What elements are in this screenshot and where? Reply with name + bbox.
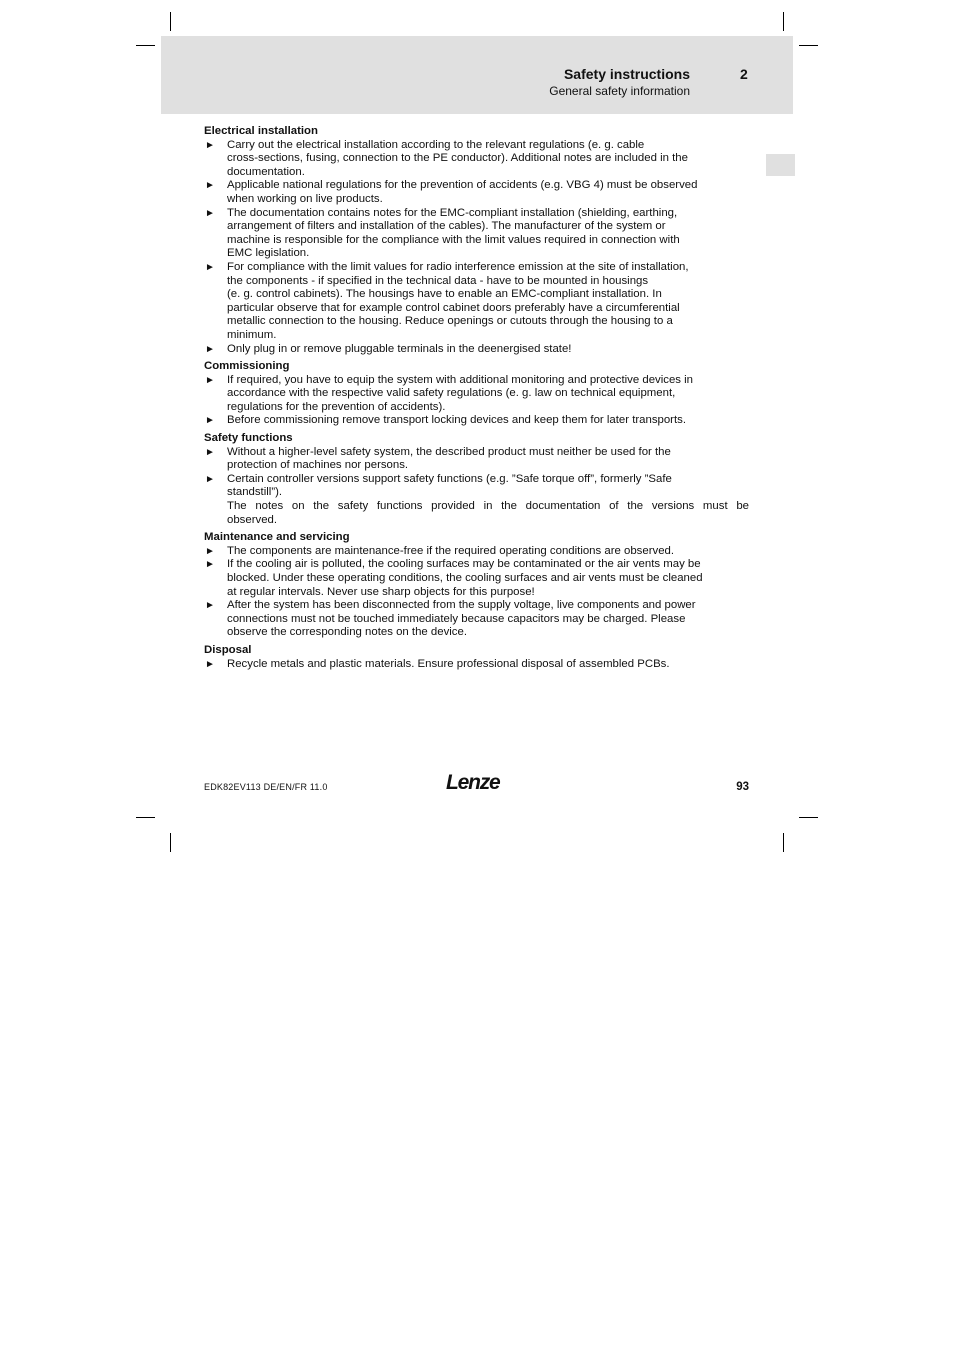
list-item — [204, 343, 749, 357]
text-line: arrangement of filters and installation of the cables). The manufacturer of the system or — [227, 220, 666, 233]
bullet-list — [204, 374, 749, 428]
text-line: machine is responsible for the compliance with the limit values required in connection with — [227, 233, 680, 246]
bullet-arrow-icon: ► — [205, 207, 215, 219]
bullet-arrow-icon: ► — [205, 600, 215, 612]
text-line: Only plug in or remove pluggable terminals in the deenergised state! — [227, 342, 572, 355]
text-line: protection of machines nor persons. — [227, 459, 409, 472]
list-item — [204, 179, 749, 206]
text-line: regulations for the prevention of accidents). — [227, 400, 446, 413]
text-line: Carry out the electrical installation according to the relevant regulations (e. g. cable — [227, 138, 645, 151]
text-line: the components - if specified in the technical data - have to be mounted in housings — [227, 274, 649, 287]
crop-mark — [136, 817, 155, 818]
chapter-number: 2 — [740, 66, 748, 82]
text-line: (e. g. control cabinets). The housings have to enable an EMC-compliant installation. In — [227, 288, 662, 301]
text-line: If required, you have to equip the system with additional monitoring and protective devices in — [227, 373, 694, 386]
section-heading: Disposal — [204, 643, 252, 656]
crop-mark — [136, 45, 155, 46]
text-line: documentation. — [227, 165, 305, 178]
list-item — [204, 261, 749, 343]
crop-mark — [170, 12, 171, 31]
list-item — [204, 558, 749, 599]
text-line: Before commissioning remove transport locking devices and keep them for later transports. — [227, 414, 687, 427]
bullet-list — [204, 446, 749, 500]
chapter-tab-marker — [766, 154, 795, 176]
list-item — [204, 414, 749, 428]
crop-mark — [799, 817, 818, 818]
list-item — [204, 446, 749, 473]
page-number: 93 — [736, 781, 749, 793]
text-line: metallic connection to the housing. Reduce openings or cutouts through the housing to a — [227, 315, 673, 328]
text-line: observed. — [227, 513, 278, 526]
text-line: The notes on the safety functions provided in the documentation of the versions must be — [227, 500, 749, 513]
bullet-arrow-icon: ► — [205, 415, 215, 427]
list-item — [204, 599, 749, 640]
text-line: standstill”). — [227, 486, 283, 499]
text-line: blocked. Under these operating conditions, the cooling surfaces and air vents must be cleaned — [227, 572, 703, 584]
bullet-arrow-icon: ► — [205, 374, 215, 386]
list-item — [204, 207, 749, 261]
text-line: Applicable national regulations for the prevention of accidents (e.g. VBG 4) must be observed — [227, 179, 698, 192]
text-line: when working on live products. — [227, 192, 383, 205]
section-heading: Electrical installation — [204, 125, 318, 137]
text-line: EMC legislation. — [227, 247, 310, 260]
list-item — [204, 545, 749, 559]
text-line: For compliance with the limit values for radio interference emission at the site of installation, — [227, 260, 689, 273]
bullet-arrow-icon: ► — [205, 473, 215, 485]
list-item — [204, 374, 749, 415]
text-line: Without a higher-level safety system, the described product must neither be used for the — [227, 445, 671, 458]
text-line: The components are maintenance-free if the required operating conditions are observed. — [227, 544, 675, 557]
crop-mark — [799, 45, 818, 46]
crop-mark — [783, 833, 784, 852]
crop-mark — [783, 12, 784, 31]
text-line: cross-sections, fusing, connection to the PE conductor). Additional notes are included in the — [227, 152, 688, 165]
bullet-arrow-icon: ► — [205, 180, 215, 192]
list-item — [204, 658, 749, 672]
section-heading: Commissioning — [204, 360, 290, 373]
bullet-arrow-icon: ► — [205, 545, 215, 557]
bullet-list — [204, 139, 749, 357]
page-title: Safety instructions — [563, 66, 690, 82]
text-line: connections must not be touched immediately because capacitors may be charged. Please — [227, 612, 686, 625]
text-line: particular observe that for example control cabinet doors preferably have a circumferential — [227, 301, 680, 314]
list-item — [204, 139, 749, 180]
section-heading: Maintenance and servicing — [204, 531, 350, 544]
text-line: accordance with the respective valid safety regulations (e. g. law on technical equipment, — [227, 387, 676, 400]
document-id: EDK82EV113 DE/EN/FR 11.0 — [204, 782, 328, 792]
text-line: If the cooling air is polluted, the cooling surfaces may be contaminated or the air vents may be — [227, 558, 701, 571]
bullet-arrow-icon: ► — [205, 343, 215, 355]
header-band — [161, 36, 793, 114]
bullet-arrow-icon: ► — [205, 261, 215, 273]
text-line: Certain controller versions support safety functions (e.g. ”Safe torque off”, formerly ”Safe — [227, 472, 672, 485]
section-heading: Safety functions — [204, 432, 293, 445]
list-item — [204, 473, 749, 500]
text-line: at regular intervals. Never use sharp objects for this purpose! — [227, 585, 535, 598]
text-line: observe the corresponding notes on the device. — [227, 626, 467, 639]
document-body — [204, 125, 749, 671]
text-line: minimum. — [227, 328, 277, 341]
crop-mark — [170, 833, 171, 852]
bullet-arrow-icon: ► — [205, 559, 215, 571]
text-line: After the system has been disconnected from the supply voltage, live components and power — [227, 599, 696, 612]
bullet-arrow-icon: ► — [205, 658, 215, 670]
lenze-logo: Lenze — [446, 771, 500, 794]
page-subtitle: General safety information — [549, 84, 690, 98]
bullet-list — [204, 658, 749, 672]
section-note — [204, 500, 749, 527]
text-line: Recycle metals and plastic materials. Ensure professional disposal of assembled PCBs. — [227, 657, 670, 670]
text-line: The documentation contains notes for the EMC-compliant installation (shielding, earthing, — [227, 206, 678, 219]
bullet-arrow-icon: ► — [205, 446, 215, 458]
bullet-list — [204, 545, 749, 640]
bullet-arrow-icon: ► — [205, 139, 215, 151]
